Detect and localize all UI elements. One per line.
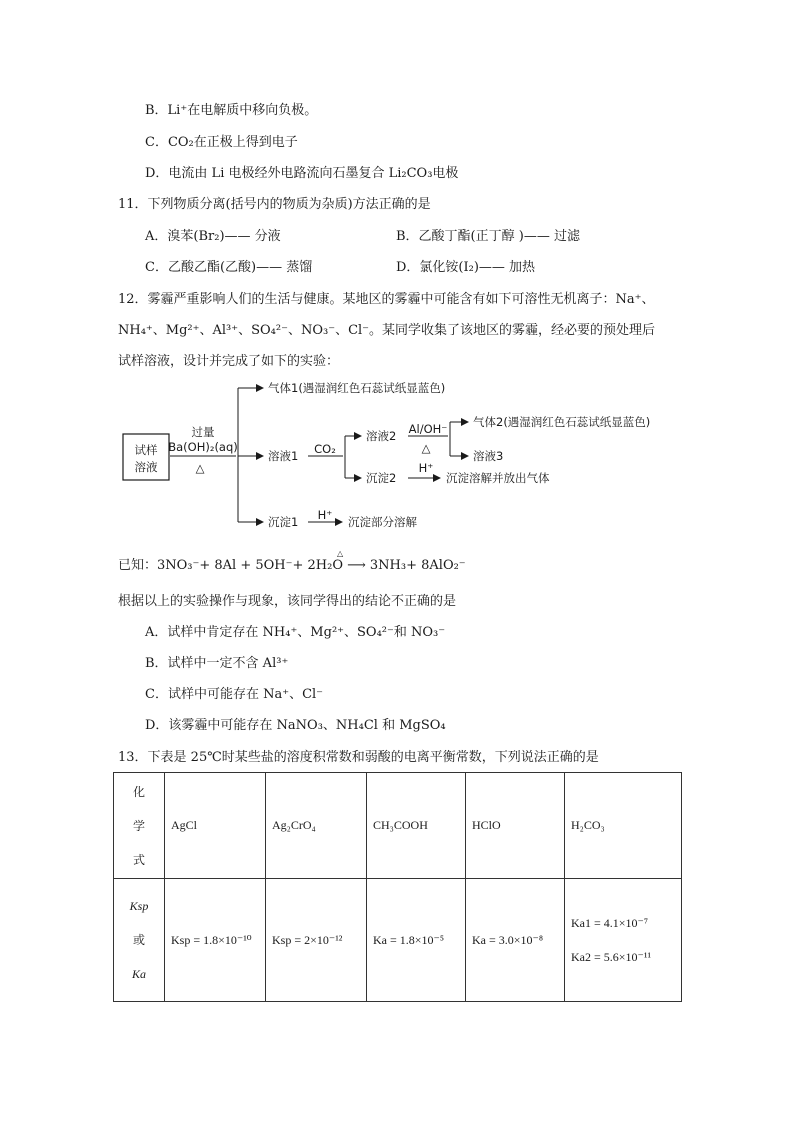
compound-cell: CH₃COOH	[367, 773, 466, 879]
q11-stem: 11．下列物质分离(括号内的物质为杂质)方法正确的是	[118, 197, 431, 212]
compound-cell: Ag₂CrO₄	[266, 773, 367, 879]
known-reaction-heat: △	[337, 549, 344, 558]
q11-option-a: A．溴苯(Br₂)—— 分液	[145, 229, 281, 244]
table-row-constants	[114, 879, 682, 1002]
constants-table	[113, 772, 682, 1002]
header-label-3: 式	[132, 852, 145, 867]
precip2-result: 沉淀溶解并放出气体	[446, 471, 550, 485]
gas2-label: 气体2(遇湿润红色石蕊试纸显蓝色)	[473, 415, 651, 429]
q12-stem-line2: NH₄⁺、Mg²⁺、Al³⁺、SO₄²⁻、NO₃⁻、Cl⁻。某同学收集了该地区的雾霾，经必要的预处理后	[118, 323, 656, 338]
heat-mark-2: △	[421, 441, 431, 455]
q11-option-b: B．乙酸丁酯(正丁醇 )—— 过滤	[396, 229, 580, 244]
compound-cell: AgCl	[165, 773, 266, 879]
compound-cell: HClO	[466, 773, 565, 879]
q12-conclusion-stem: 根据以上的实验操作与现象，该同学得出的结论不正确的是	[118, 594, 457, 609]
header-label-cell	[114, 773, 165, 879]
solution2-label: 溶液2	[366, 429, 397, 443]
gas1-label: 气体1(遇湿润红色石蕊试纸显蓝色)	[268, 381, 446, 395]
precip1-result: 沉淀部分溶解	[348, 515, 417, 529]
q12-stem-line1: 12．雾霾严重影响人们的生活与健康。某地区的雾霾中可能含有如下可溶性无机离子：Na⁺、	[118, 292, 655, 307]
header-label-1: 化	[132, 784, 145, 799]
precip2-label: 沉淀2	[366, 471, 397, 485]
q12-option-d: D．该雾霾中可能存在 NaNO₃、NH₄Cl 和 MgSO₄	[145, 718, 446, 733]
co2-label: CO₂	[314, 442, 336, 456]
q11-option-c: C．乙酸乙酯(乙酸)—— 蒸馏	[145, 260, 313, 275]
h-plus-label: H⁺	[418, 461, 434, 475]
q12-option-b: B．试样中一定不含 Al³⁺	[145, 656, 289, 671]
q10-option-c: C．CO₂在正极上得到电子	[145, 135, 298, 150]
row-label-2: 或	[132, 933, 145, 947]
experiment-flow-diagram	[118, 374, 718, 544]
aloh-label: Al/OH⁻	[408, 422, 448, 436]
constant-cell: Ksp = 1.8×10⁻¹⁰	[165, 879, 266, 1002]
precip1-label: 沉淀1	[268, 515, 299, 529]
heat-mark: △	[195, 461, 205, 475]
q10-option-d: D．电流由 Li 电极经外电路流向石墨复合 Li₂CO₃电极	[145, 166, 459, 181]
compound-cell: H₂CO₃	[565, 773, 682, 879]
q10-option-b: B．Li⁺在电解质中移向负极。	[145, 103, 318, 118]
constant-cell: Ka = 3.0×10⁻⁸	[466, 879, 565, 1002]
sample-label-1: 试样	[134, 443, 158, 457]
q12-stem-line3: 试样溶液，设计并完成了如下的实验：	[118, 354, 340, 369]
q13-stem: 13．下表是 25℃时某些盐的溶度积常数和弱酸的电离平衡常数，下列说法正确的是	[118, 750, 599, 765]
q12-option-a: A．试样中肯定存在 NH₄⁺、Mg²⁺、SO₄²⁻和 NO₃⁻	[145, 625, 446, 640]
reagent-excess: 过量	[191, 425, 215, 439]
constant-cell-h2co3	[565, 879, 682, 1002]
constant-cell: Ksp = 2×10⁻¹²	[266, 879, 367, 1002]
solution3-label: 溶液3	[473, 449, 504, 463]
row-label-3: Ka	[131, 967, 146, 981]
ka2-value: Ka2 = 5.6×10⁻¹¹	[571, 950, 652, 964]
row-label-1: Ksp	[129, 899, 149, 913]
constant-cell: Ka = 1.8×10⁻⁵	[367, 879, 466, 1002]
ka1-value: Ka1 = 4.1×10⁻⁷	[571, 916, 649, 930]
q12-option-c: C．试样中可能存在 Na⁺、Cl⁻	[145, 687, 324, 702]
q11-option-d: D．氯化铵(I₂)—— 加热	[396, 260, 536, 275]
h-plus-label-2: H⁺	[317, 508, 333, 522]
header-label-2: 学	[132, 818, 145, 833]
row-label-cell	[114, 879, 165, 1002]
sample-label-2: 溶液	[134, 460, 158, 474]
reagent-baoh2: Ba(OH)₂(aq)	[168, 440, 238, 454]
solution1-label: 溶液1	[268, 449, 299, 463]
known-reaction: 已知：3NO₃⁻+ 8Al + 5OH⁻+ 2H₂O ⟶ 3NH₃+ 8AlO₂⁻	[118, 558, 466, 573]
table-row-compounds	[114, 773, 682, 879]
